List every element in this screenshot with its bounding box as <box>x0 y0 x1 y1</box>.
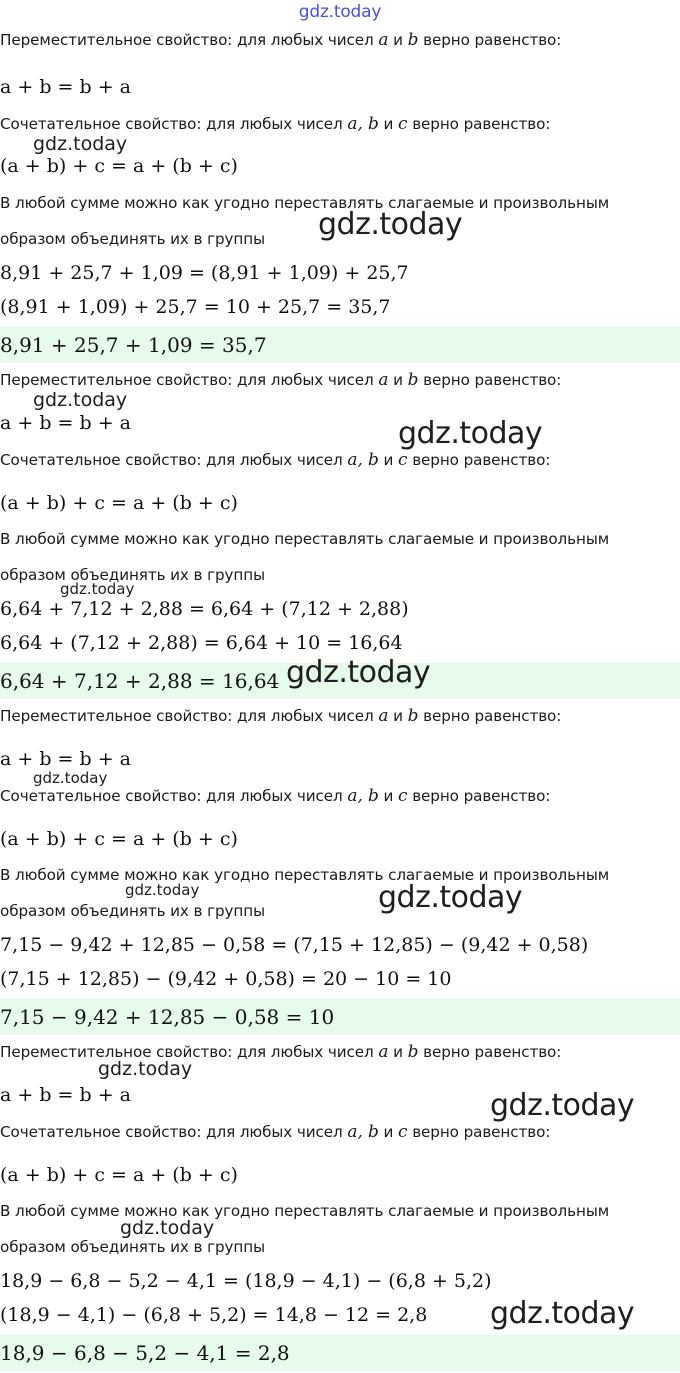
formula: a + b = b + a <box>0 76 131 98</box>
text-fragment: Сочетательное свойство: для любых чисел <box>0 1123 348 1141</box>
explanation-text <box>0 1042 680 1062</box>
text-fragment: и <box>378 451 399 469</box>
formula-line <box>0 262 680 284</box>
answer-formula: 6,64 + 7,12 + 2,88 = 16,64 <box>0 669 280 693</box>
variable-name: a <box>378 706 389 726</box>
watermark: gdz.today <box>490 1296 635 1331</box>
watermark: gdz.today <box>98 1058 193 1080</box>
text-fragment: и <box>388 707 408 725</box>
formula-line <box>0 492 680 514</box>
text-fragment: верно равенство: <box>418 371 562 389</box>
watermark: gdz.today <box>60 580 135 598</box>
formula-line <box>0 1304 680 1326</box>
explanation-text <box>0 530 680 548</box>
text-fragment: Переместительное свойство: для любых чисел <box>0 371 379 389</box>
formula-line <box>0 632 680 654</box>
text-fragment: Сочетательное свойство: для любых чисел <box>0 115 348 133</box>
explanation-text <box>0 786 680 806</box>
formula-line <box>0 968 680 990</box>
answer-highlight <box>0 999 680 1035</box>
text-fragment: верно равенство: <box>418 707 562 725</box>
variable-name: a, b <box>347 450 379 470</box>
formula-line <box>0 934 680 956</box>
text-fragment: образом объединять их в группы <box>0 566 265 584</box>
text-fragment: образом объединять их в группы <box>0 902 265 920</box>
text-fragment: верно равенство: <box>418 31 562 49</box>
watermark: gdz.today <box>318 207 463 242</box>
text-fragment: Переместительное свойство: для любых чисел <box>0 1043 379 1061</box>
variable-name: a, b <box>347 786 379 806</box>
watermark: gdz.today <box>398 416 543 451</box>
variable-name: a <box>378 1042 389 1062</box>
variable-name: a <box>378 370 389 390</box>
watermark: gdz.today <box>33 389 128 411</box>
formula-line <box>0 412 680 434</box>
variable-name: a, b <box>347 114 379 134</box>
explanation-text <box>0 230 680 248</box>
variable-name: c <box>398 1122 408 1142</box>
formula-line <box>0 598 680 620</box>
answer-formula: 18,9 − 6,8 − 5,2 − 4,1 = 2,8 <box>0 1341 290 1365</box>
variable-name: c <box>398 114 408 134</box>
text-fragment: В любой сумме можно как угодно переставлять слагаемые и произвольным <box>0 194 610 212</box>
answer-highlight <box>0 663 680 699</box>
variable-name: c <box>398 450 408 470</box>
text-fragment: Сочетательное свойство: для любых чисел <box>0 787 348 805</box>
variable-name: a, b <box>347 1122 379 1142</box>
formula: 6,64 + (7,12 + 2,88) = 6,64 + 10 = 16,64 <box>0 632 403 654</box>
text-fragment: верно равенство: <box>407 115 551 133</box>
explanation-text <box>0 450 680 470</box>
formula: a + b = b + a <box>0 412 131 434</box>
variable-name: a <box>378 30 389 50</box>
formula-line <box>0 1084 680 1106</box>
text-fragment: образом объединять их в группы <box>0 1238 265 1256</box>
formula: a + b = b + a <box>0 748 131 770</box>
formula-line <box>0 828 680 850</box>
formula-line <box>0 1164 680 1186</box>
explanation-text <box>0 114 680 134</box>
formula-line <box>0 296 680 318</box>
text-fragment: и <box>388 371 408 389</box>
text-fragment: Переместительное свойство: для любых чисел <box>0 707 379 725</box>
text-fragment: и <box>378 115 399 133</box>
text-fragment: верно равенство: <box>407 451 551 469</box>
answer-highlight <box>0 327 680 363</box>
watermark: gdz.today <box>125 881 200 899</box>
text-fragment: и <box>378 1123 399 1141</box>
answer-formula: 8,91 + 25,7 + 1,09 = 35,7 <box>0 333 267 357</box>
formula: 18,9 − 6,8 − 5,2 − 4,1 = (18,9 − 4,1) − (6,8 + 5,2) <box>0 1270 492 1292</box>
answer-formula: 7,15 − 9,42 + 12,85 − 0,58 = 10 <box>0 1005 335 1029</box>
watermark: gdz.today <box>120 1217 215 1239</box>
formula: (7,15 + 12,85) − (9,42 + 0,58) = 20 − 10 = 10 <box>0 968 452 990</box>
formula: (18,9 − 4,1) − (6,8 + 5,2) = 14,8 − 12 = 2,8 <box>0 1304 428 1326</box>
watermark: gdz.today <box>33 769 108 787</box>
watermark: gdz.today <box>378 880 523 915</box>
text-fragment: В любой сумме можно как угодно переставлять слагаемые и произвольным <box>0 866 610 884</box>
explanation-text <box>0 1202 680 1220</box>
text-fragment: и <box>378 787 399 805</box>
formula: 6,64 + 7,12 + 2,88 = 6,64 + (7,12 + 2,88) <box>0 598 409 620</box>
text-fragment: Переместительное свойство: для любых чисел <box>0 31 379 49</box>
explanation-text <box>0 30 680 50</box>
text-fragment: и <box>388 31 408 49</box>
text-fragment: В любой сумме можно как угодно переставлять слагаемые и произвольным <box>0 530 610 548</box>
formula: (a + b) + c = a + (b + c) <box>0 828 238 850</box>
text-fragment: Сочетательное свойство: для любых чисел <box>0 451 348 469</box>
formula: (a + b) + c = a + (b + c) <box>0 155 238 177</box>
text-fragment: верно равенство: <box>407 1123 551 1141</box>
explanation-text <box>0 1238 680 1256</box>
site-header-watermark: gdz.today <box>298 2 382 22</box>
explanation-text <box>0 194 680 212</box>
watermark: gdz.today <box>33 133 128 155</box>
formula-line <box>0 748 680 770</box>
watermark: gdz.today <box>286 655 431 690</box>
formula-line <box>0 1270 680 1292</box>
text-fragment: верно равенство: <box>418 1043 562 1061</box>
formula-line <box>0 155 680 177</box>
formula-line <box>0 76 680 98</box>
text-fragment: В любой сумме можно как угодно переставлять слагаемые и произвольным <box>0 1202 610 1220</box>
variable-name: b <box>407 370 419 390</box>
explanation-text <box>0 566 680 584</box>
explanation-text <box>0 1122 680 1142</box>
formula: a + b = b + a <box>0 1084 131 1106</box>
text-fragment: образом объединять их в группы <box>0 230 265 248</box>
formula: (a + b) + c = a + (b + c) <box>0 492 238 514</box>
text-fragment: и <box>388 1043 408 1061</box>
explanation-text <box>0 902 680 920</box>
variable-name: b <box>407 706 419 726</box>
explanation-text <box>0 706 680 726</box>
variable-name: c <box>398 786 408 806</box>
formula: 7,15 − 9,42 + 12,85 − 0,58 = (7,15 + 12,85) − (9,42 + 0,58) <box>0 934 589 956</box>
text-fragment: верно равенство: <box>407 787 551 805</box>
answer-highlight <box>0 1335 680 1371</box>
formula: 8,91 + 25,7 + 1,09 = (8,91 + 1,09) + 25,7 <box>0 262 409 284</box>
formula: (8,91 + 1,09) + 25,7 = 10 + 25,7 = 35,7 <box>0 296 391 318</box>
variable-name: b <box>407 30 419 50</box>
watermark: gdz.today <box>490 1088 635 1123</box>
formula: (a + b) + c = a + (b + c) <box>0 1164 238 1186</box>
variable-name: b <box>407 1042 419 1062</box>
explanation-text <box>0 866 680 884</box>
explanation-text <box>0 370 680 390</box>
